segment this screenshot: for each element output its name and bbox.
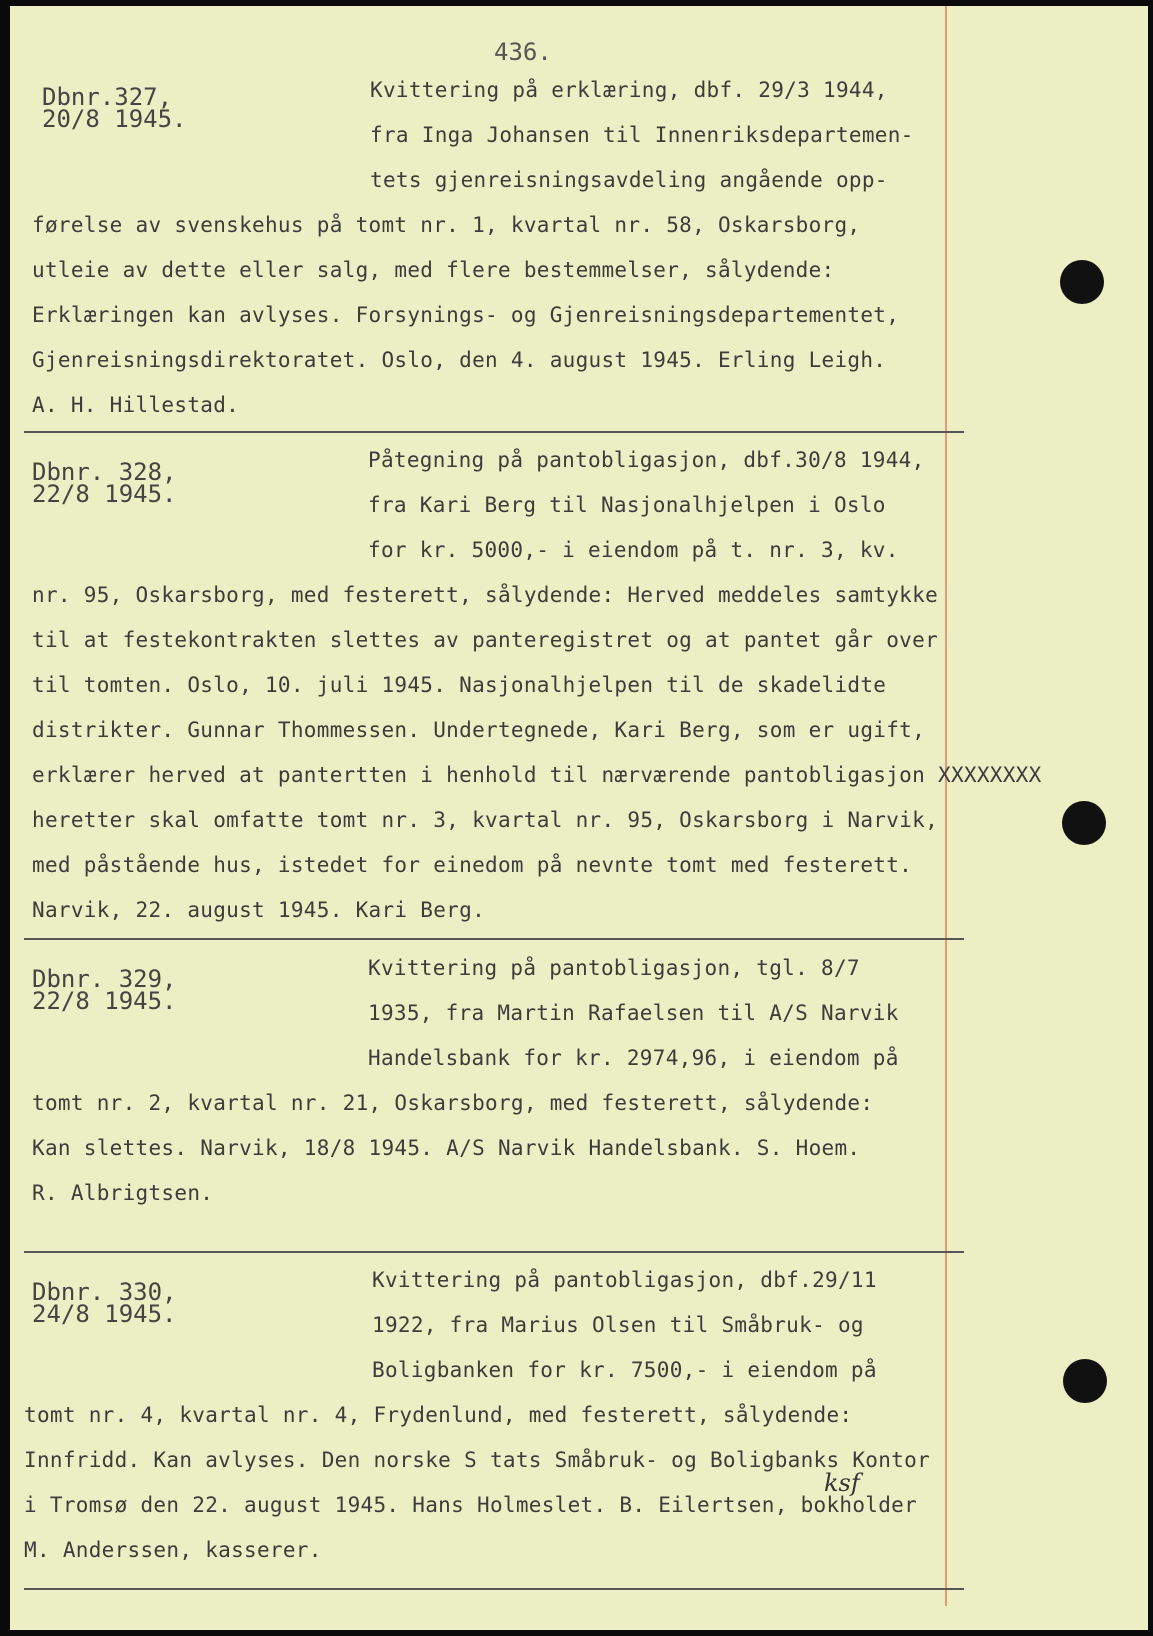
entry-text-line: i Tromsø den 22. august 1945. Hans Holmeslet. B. Eilertsen, bokholder	[24, 1493, 918, 1517]
punch-hole	[1062, 801, 1106, 845]
entry-number: Dbnr. 328, 22/8 1945.	[32, 458, 177, 508]
entry-text-line: Erklæringen kan avlyses. Forsynings- og Gjenreisningsdepartementet,	[32, 303, 900, 327]
entry-text-line: Kan slettes. Narvik, 18/8 1945. A/S Narvik Handelsbank. S. Hoem.	[32, 1136, 861, 1160]
margin-line	[945, 6, 947, 1606]
entry-text-line: erklærer herved at pantertten i henhold til nærværende pantobligasjon XXXXXXXX	[32, 763, 1042, 787]
entry-text-line: A. H. Hillestad.	[32, 393, 240, 417]
punch-hole	[1063, 1359, 1107, 1403]
entry-number: Dbnr. 329, 22/8 1945.	[32, 965, 177, 1015]
entry-text-line: Narvik, 22. august 1945. Kari Berg.	[32, 898, 486, 922]
entry-text-line: Kvittering på pantobligasjon, tgl. 8/7	[368, 956, 860, 980]
entry-text-line: med påstående hus, istedet for einedom på nevnte tomt med festerett.	[32, 853, 913, 877]
entry-text-line: Gjenreisningsdirektoratet. Oslo, den 4. august 1945. Erling Leigh.	[32, 348, 887, 372]
entry-number: Dbnr.327, 20/8 1945.	[42, 83, 187, 133]
entry-text-line: utleie av dette eller salg, med flere bestemmelser, sålydende:	[32, 258, 835, 282]
entry-text-line: tomt nr. 2, kvartal nr. 21, Oskarsborg, med festerett, sålydende:	[32, 1091, 874, 1115]
punch-hole	[1060, 260, 1104, 304]
entry-text-line: M. Anderssen, kasserer.	[24, 1538, 322, 1562]
entry-text-line: 1935, fra Martin Rafaelsen til A/S Narvik	[368, 1001, 899, 1025]
entry-text-line: Boligbanken for kr. 7500,- i eiendom på	[372, 1358, 877, 1382]
entry-text-line: tets gjenreisningsavdeling angående opp-	[370, 168, 888, 192]
entry-text-line: Kvittering på erklæring, dbf. 29/3 1944,	[370, 78, 888, 102]
entry-text-line: fra Kari Berg til Nasjonalhjelpen i Oslo	[368, 493, 886, 517]
page-number: 436.	[494, 38, 552, 66]
entry-text-line: Innfridd. Kan avlyses. Den norske S tats Småbruk- og Boligbanks Kontor	[24, 1448, 931, 1472]
entry-divider	[24, 938, 964, 940]
entry-text-line: førelse av svenskehus på tomt nr. 1, kvartal nr. 58, Oskarsborg,	[32, 213, 861, 237]
entry-text-line: heretter skal omfatte tomt nr. 3, kvartal nr. 95, Oskarsborg i Narvik,	[32, 808, 939, 832]
entry-text-line: 1922, fra Marius Olsen til Småbruk- og	[372, 1313, 864, 1337]
entry-divider	[24, 1251, 964, 1253]
entry-text-line: for kr. 5000,- i eiendom på t. nr. 3, kv.	[368, 538, 899, 562]
entry-divider	[24, 1588, 964, 1590]
entry-text-line: Påtegning på pantobligasjon, dbf.30/8 1944,	[368, 448, 925, 472]
entry-divider	[24, 431, 964, 433]
entry-text-line: til at festekontrakten slettes av panteregistret og at pantet går over	[32, 628, 939, 652]
handwritten-initials: ksf	[824, 1469, 860, 1497]
entry-text-line: til tomten. Oslo, 10. juli 1945. Nasjonalhjelpen til de skadelidte	[32, 673, 887, 697]
entry-text-line: tomt nr. 4, kvartal nr. 4, Frydenlund, med festerett, sålydende:	[24, 1403, 853, 1427]
entry-text-line: fra Inga Johansen til Innenriksdepartemen-	[370, 123, 914, 147]
entry-number: Dbnr. 330, 24/8 1945.	[32, 1278, 177, 1328]
document-page	[10, 6, 1148, 1630]
entry-text-line: Handelsbank for kr. 2974,96, i eiendom på	[368, 1046, 899, 1070]
entry-text-line: nr. 95, Oskarsborg, med festerett, sålydende: Herved meddeles samtykke	[32, 583, 939, 607]
entry-text-line: R. Albrigtsen.	[32, 1181, 214, 1205]
entry-text-line: distrikter. Gunnar Thommessen. Undertegnede, Kari Berg, som er ugift,	[32, 718, 926, 742]
entry-text-line: Kvittering på pantobligasjon, dbf.29/11	[372, 1268, 877, 1292]
